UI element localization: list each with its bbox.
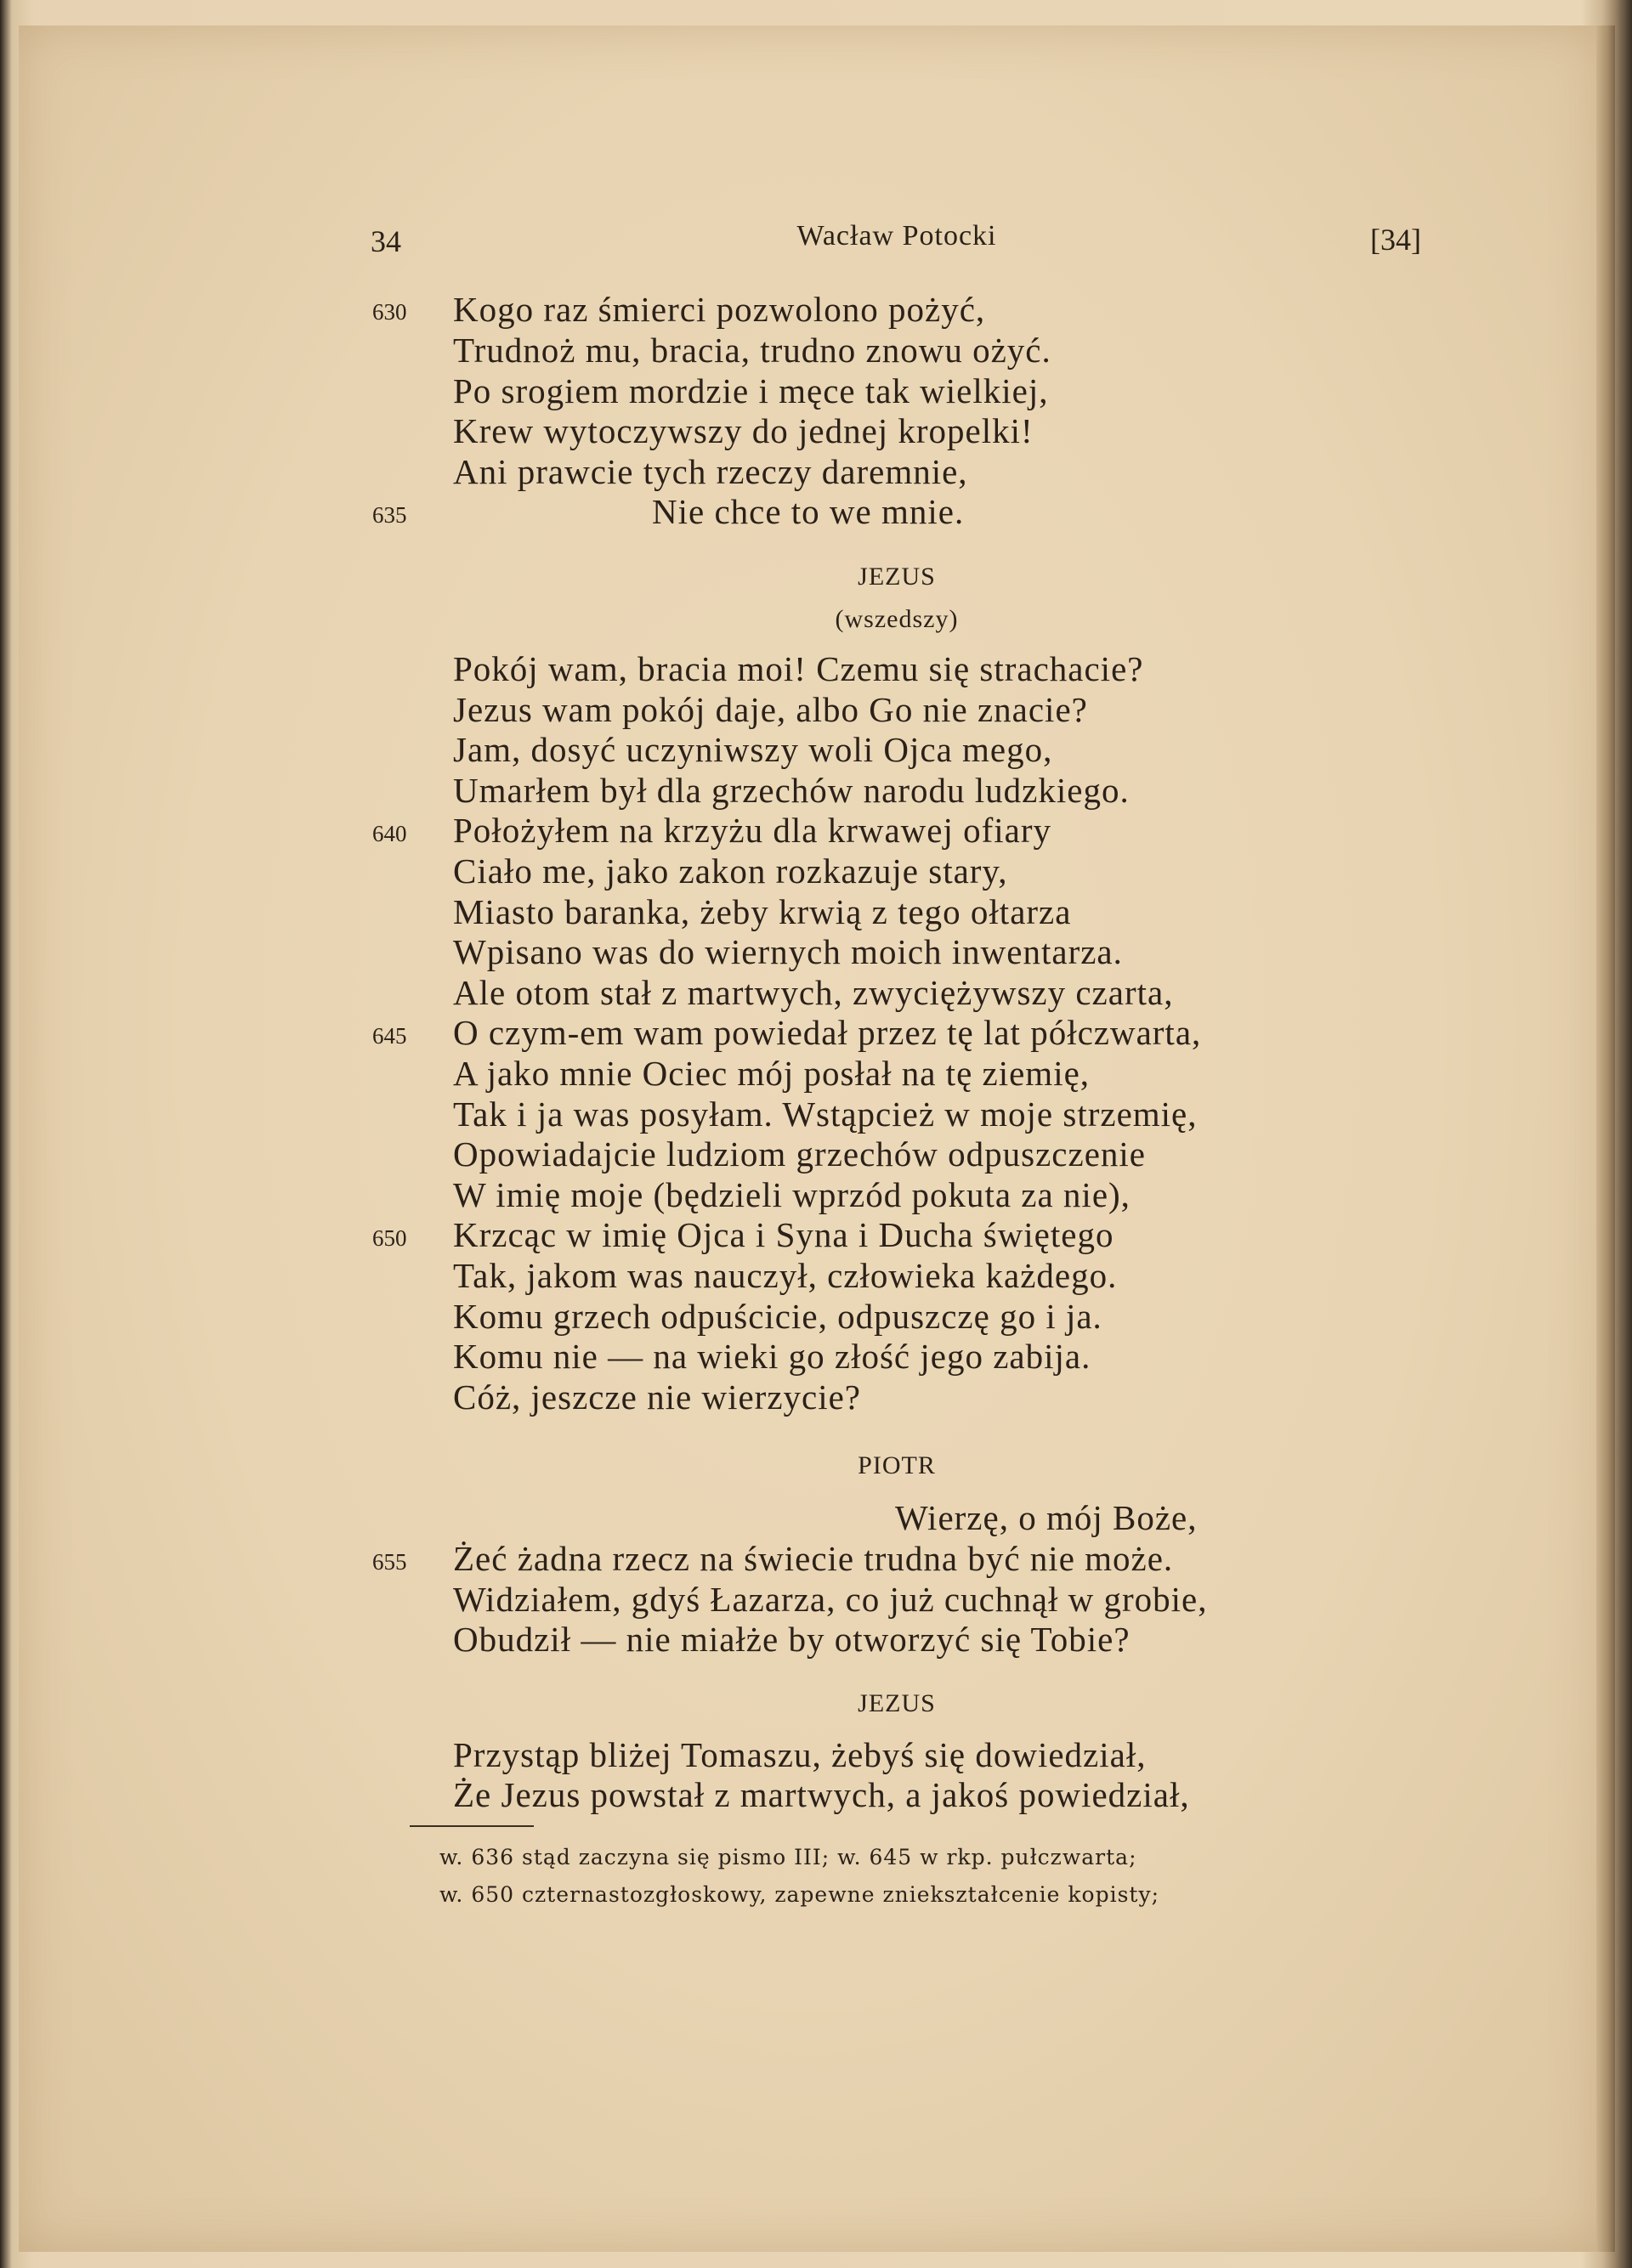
page-reference: [34]: [1370, 223, 1421, 257]
footnote-rule: [410, 1825, 534, 1827]
verse-line: Pokój wam, bracia moi! Czemu się strachacie?: [453, 649, 1144, 688]
running-title-author: Wacław Potocki: [796, 220, 997, 252]
verse-line: Ale otom stał z martwych, zwyciężywszy czarta,: [453, 973, 1174, 1012]
verse-line: Cóż, jeszcze nie wierzycie?: [453, 1377, 862, 1417]
verse-line: Widziałem, gdyś Łazarza, co już cuchnął w grobie,: [453, 1580, 1208, 1619]
verse-line: Tak, jakom was nauczył, człowieka każdego.: [453, 1256, 1118, 1295]
speaker-name: JEZUS: [858, 563, 936, 591]
footnote: w. 650 czternastozgłoskowy, zapewne zniekształcenie kopisty;: [439, 1882, 1159, 1907]
verse-line: Jam, dosyć uczyniwszy woli Ojca mego,: [453, 730, 1053, 769]
page-number: 34: [371, 224, 401, 258]
verse-line: Kogo raz śmierci pozwolono pożyć,: [453, 290, 986, 329]
verse-line: Ani prawcie tych rzeczy daremnie,: [453, 452, 968, 491]
verse-line: Krzcąc w imię Ojca i Syna i Ducha świętego: [453, 1215, 1114, 1254]
verse-line: Wpisano was do wiernych moich inwentarza.: [453, 932, 1123, 971]
line-number: 640: [372, 821, 407, 846]
verse-line: Trudnoż mu, bracia, trudno znowu ożyć.: [453, 331, 1051, 370]
line-number: 645: [372, 1023, 407, 1049]
verse-line: W imię moje (będzieli wprzód pokuta za nie),: [453, 1175, 1130, 1214]
footnote: w. 636 stąd zaczyna się pismo III; w. 645 w rkp. pułczwarta;: [439, 1845, 1137, 1869]
verse-line: Wierzę, o mój Boże,: [895, 1498, 1198, 1537]
speaker-name: JEZUS: [858, 1689, 936, 1717]
verse-line: Że Jezus powstał z martwych, a jakoś powiedział,: [453, 1775, 1190, 1814]
running-header: [0, 217, 1632, 259]
line-number: 655: [372, 1549, 407, 1575]
verse-line: Ciało me, jako zakon rozkazuje stary,: [453, 851, 1008, 891]
verse-line: Umarłem był dla grzechów narodu ludzkiego.: [453, 771, 1130, 810]
verse-line: Przystąp bliżej Tomaszu, żebyś się dowiedział,: [453, 1735, 1147, 1774]
verse-line: O czym-em wam powiedał przez tę lat półczwarta,: [453, 1013, 1202, 1052]
verse-line: Miasto baranka, żeby krwią z tego ołtarza: [453, 892, 1072, 931]
verse-line: Obudził — nie miałże by otworzyć się Tobie?: [453, 1620, 1130, 1659]
line-number: 630: [372, 299, 407, 325]
verse-line: Krew wytoczywszy do jednej kropelki!: [453, 411, 1034, 450]
speaker-name: PIOTR: [858, 1451, 936, 1479]
verse-line: Opowiadajcie ludziom grzechów odpuszczenie: [453, 1134, 1146, 1174]
verse-line: Położyłem na krzyżu dla krwawej ofiary: [453, 811, 1052, 850]
line-number: 650: [372, 1225, 407, 1251]
verse-line: Po srogiem mordzie i męce tak wielkiej,: [453, 371, 1049, 410]
verse-line: Komu nie — na wieki go złość jego zabija.: [453, 1337, 1091, 1376]
verse-line: Komu grzech odpuścicie, odpuszczę go i ja.: [453, 1297, 1102, 1336]
verse-line: Nie chce to we mnie.: [652, 492, 965, 531]
verse-line: A jako mnie Ociec mój posłał na tę ziemię,: [453, 1054, 1091, 1093]
page-edge: [1596, 25, 1615, 2252]
stage-direction: (wszedszy): [835, 605, 959, 633]
line-number: 635: [372, 502, 407, 528]
verse-line: Jezus wam pokój daje, albo Go nie znacie?: [453, 690, 1088, 729]
verse-line: Żeć żadna rzecz na świecie trudna być nie może.: [453, 1539, 1174, 1578]
verse-line: Tak i ja was posyłam. Wstąpcież w moje strzemię,: [453, 1094, 1198, 1134]
